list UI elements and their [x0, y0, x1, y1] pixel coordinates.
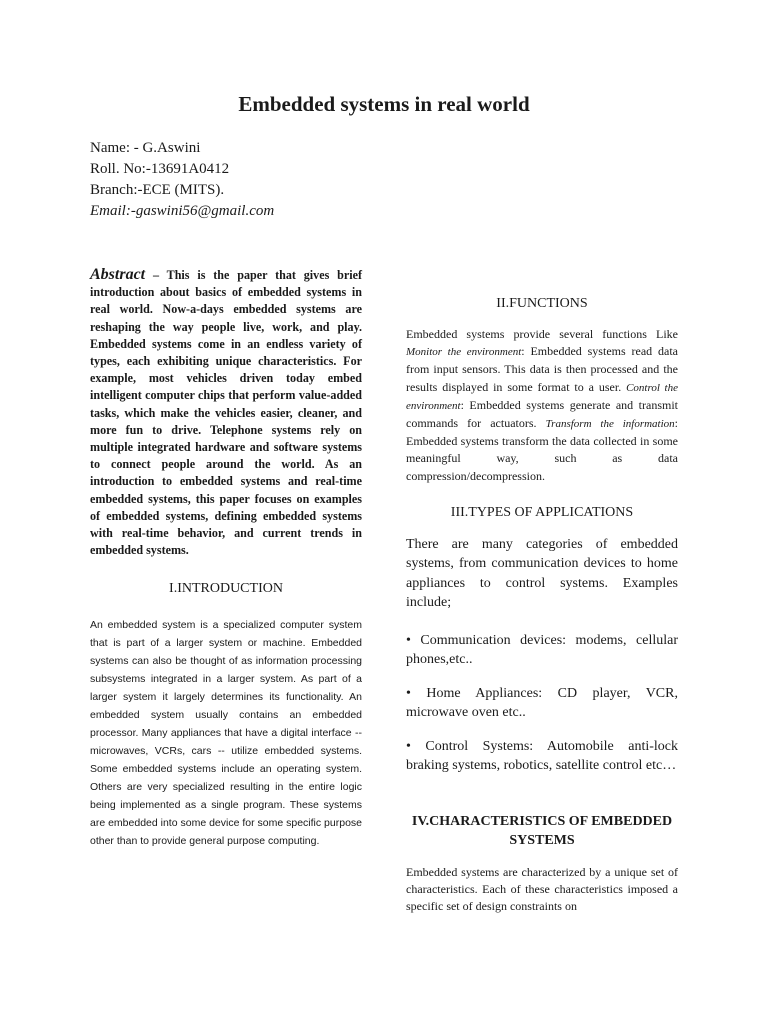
right-column — [406, 296, 678, 915]
introduction-heading: I.INTRODUCTION — [169, 581, 283, 597]
transform-information-term: Transform the information — [545, 418, 675, 431]
characteristics-text: Embedded systems are characterized by a unique set of characteristics. Each of these characteristics imposed a specific set of design constraints on — [406, 864, 678, 914]
characteristics-heading: IV.CHARACTERISTICS OF EMBEDDED SYSTEMS — [411, 813, 673, 848]
abstract-text: – This is the paper that gives brief introduction about basics of embedded systems in real world. Now-a-days embedded systems are reshaping the way people live, work, and play. Embedded systems come in an endless variety of types, each exhibiting unique characteristics. For example, most vehicles driven today embed intelligent computer chips that perform value-added tasks, which make the vehicles easier, cleaner, and more fun to drive. Telephone systems rely on multiple integrated hardware and software systems to connect people around the world. As an introduction to embedded systems and real-time embedded systems, this paper focuses on examples of embedded systems, defining embedded systems with real-time behavior, and current trends in embedded systems. — [90, 268, 362, 558]
author-roll-number: Roll. No:-13691A0412 — [90, 161, 230, 177]
author-email: Email:-gaswini56@gmail.com — [90, 203, 275, 219]
author-block — [90, 138, 274, 222]
transform-information-text: : Embedded systems transform the data collected in some meaningful way, such as data compression/decompression. — [406, 416, 679, 483]
application-item-control-systems: • Control Systems: Automobile anti-lock braking systems, robotics, satellite control etc… — [406, 738, 678, 774]
left-column — [90, 266, 362, 850]
paper-title: Embedded systems in real world — [238, 92, 530, 116]
abstract-label: Abstract — [90, 266, 146, 283]
functions-heading: II.FUNCTIONS — [496, 296, 588, 311]
applications-intro: There are many categories of embedded systems, from communication devices to home appliances to control systems. Examples include; — [406, 536, 678, 611]
control-environment-term: Control the environment — [406, 381, 678, 412]
application-item-home-appliances: • Home Appliances: CD player, VCR, microwave oven etc.. — [406, 685, 678, 721]
control-environment-text: : Embedded systems generate and transmit commands for actuators. — [406, 397, 678, 431]
functions-text — [406, 326, 678, 485]
monitor-environment-text: : Embedded systems read data from input sensors. This data is then processed and the results displayed in some format to a user. — [406, 344, 678, 394]
applications-heading: III.TYPES OF APPLICATIONS — [450, 504, 634, 520]
abstract — [90, 266, 362, 559]
monitor-environment-term: Monitor the environment — [406, 346, 522, 359]
introduction-text: An embedded system is a specialized computer system that is part of a larger system or machine. Embedded systems can also be thought of as information processing subsystems integrated in a larger system. As part of a larger system it largely determines its functionality. An embedded system usually contains an embedded processor. Many appliances that have a digital interface -- microwaves, VCRs, cars -- utilize embedded systems. Some embedded systems include an operating system. Others are very specialized resulting in the entire logic being implemented as a single program. These systems are embedded into some device for some specific purpose other than to provide general purpose computing. — [90, 619, 362, 848]
functions-intro: Embedded systems provide several functions Like — [406, 327, 678, 341]
author-name: Name: - G.Aswini — [90, 140, 201, 156]
author-branch: Branch:-ECE (MITS). — [90, 182, 225, 198]
application-item-communication: • Communication devices: modems, cellular phones,etc.. — [406, 632, 678, 668]
